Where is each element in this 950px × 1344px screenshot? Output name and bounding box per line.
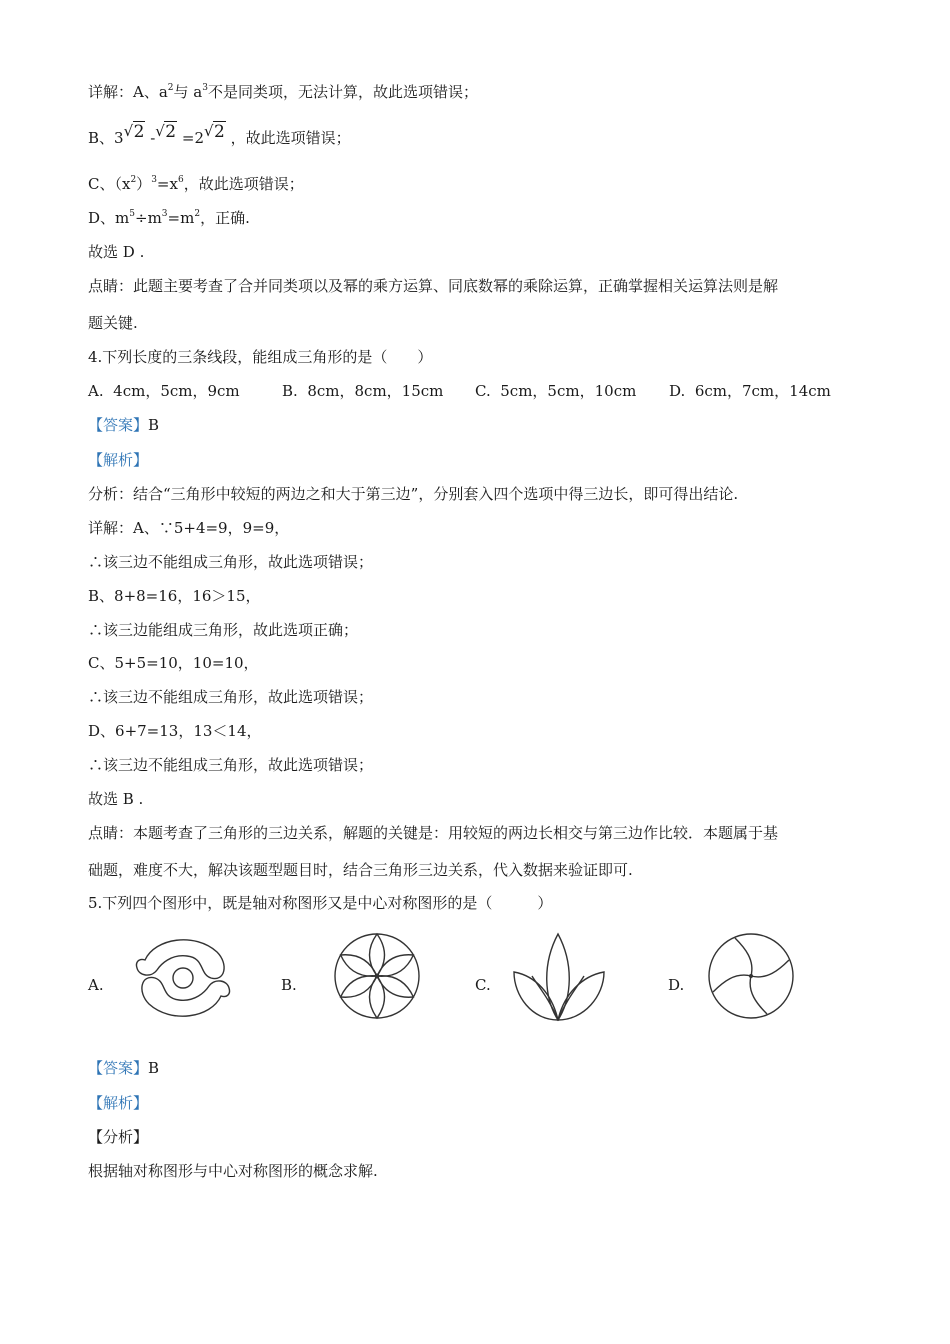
q4-option-c: C. 5cm，5cm，10cm — [475, 382, 637, 400]
q5-figure-label-d: D. — [668, 976, 685, 994]
q3-detail-b: B、3√ 2 -√ 2 =2√ 2 ，故此选项错误； — [88, 128, 351, 148]
q5-analysis-text: 根据轴对称图形与中心对称图形的概念求解. — [88, 1162, 378, 1180]
q4-line: 故选 B . — [88, 790, 144, 808]
sqrt-3: √ 2 — [204, 122, 226, 142]
figure-b — [332, 930, 422, 1022]
q3-detail-c: C、$(x^2)^3=x^6$，故此选项错误； — [88, 175, 304, 193]
q4-line: C、5+5=10，10=10， — [88, 654, 259, 672]
q5-question: 5.下列四个图形中，既是轴对称图形又是中心对称图形的是（ ） — [88, 894, 553, 912]
figure-c — [510, 930, 610, 1026]
q5-analysis-sub-tag: 【分析】 — [88, 1128, 149, 1146]
q4-option-a: A. 4cm，5cm，9cm — [88, 382, 240, 400]
q4-line: 详解：A、∵5+4=9，9=9， — [88, 519, 290, 537]
q3-comment-line2: 题关键. — [88, 314, 138, 332]
q4-option-b: B. 8cm，8cm，15cm — [282, 382, 444, 400]
q4-analysis-tag: 【解析】 — [88, 451, 149, 469]
answer-value: B — [148, 1059, 160, 1077]
figure-d — [705, 930, 797, 1022]
q3-choose: 故选 D . — [88, 243, 145, 261]
figure-a — [125, 930, 241, 1026]
q4-line: ∴该三边不能组成三角形，故此选项错误； — [88, 553, 374, 571]
q5-figure-label-a: A. — [88, 976, 104, 994]
q3-detail-a: 详解：A、$a^2$与 $a^3$不是同类项，无法计算，故此选项错误； — [88, 83, 478, 101]
q4-line: 点睛：本题考查了三角形的三边关系，解题的关键是：用较短的两边长相交与第三边作比较．本题属于基 — [88, 824, 779, 842]
q3-detail-d: D、$m^5\div m^3=m^2$，正确. — [88, 209, 250, 227]
q4-line: 分析：结合“三角形中较短的两边之和大于第三边”，分别套入四个选项中得三边长，即可得出结论. — [88, 485, 739, 503]
q4-line: D、6+7=13，13＜14， — [88, 722, 262, 740]
sqrt-2: √ 2 — [155, 122, 177, 142]
q5-figure-label-b: B. — [281, 976, 297, 994]
answer-tag: 【答案】 — [88, 416, 149, 434]
q4-option-d: D. 6cm，7cm，14cm — [669, 382, 831, 400]
q5-figure-label-c: C. — [475, 976, 491, 994]
q4-line: ∴该三边不能组成三角形，故此选项错误； — [88, 688, 374, 706]
answer-value: B — [148, 416, 160, 434]
q4-line: ∴该三边不能组成三角形，故此选项错误； — [88, 756, 374, 774]
q5-answer — [88, 1058, 159, 1078]
q4-line: 础题，难度不大，解决该题型题目时，结合三角形三边关系，代入数据来验证即可. — [88, 861, 633, 879]
answer-tag: 【答案】 — [88, 1059, 149, 1077]
q4-answer — [88, 415, 159, 435]
q3-comment-line1: 点睛：此题主要考查了合并同类项以及幂的乘方运算、同底数幂的乘除运算，正确掌握相关运算法则是解 — [88, 277, 779, 295]
sqrt-1: √ 2 — [124, 122, 146, 142]
q4-line: B、8+8=16，16＞15， — [88, 587, 261, 605]
q4-question: 4.下列长度的三条线段，能组成三角形的是（ ） — [88, 348, 433, 366]
q5-analysis-tag: 【解析】 — [88, 1094, 149, 1112]
q4-line: ∴该三边能组成三角形，故此选项正确； — [88, 621, 359, 639]
